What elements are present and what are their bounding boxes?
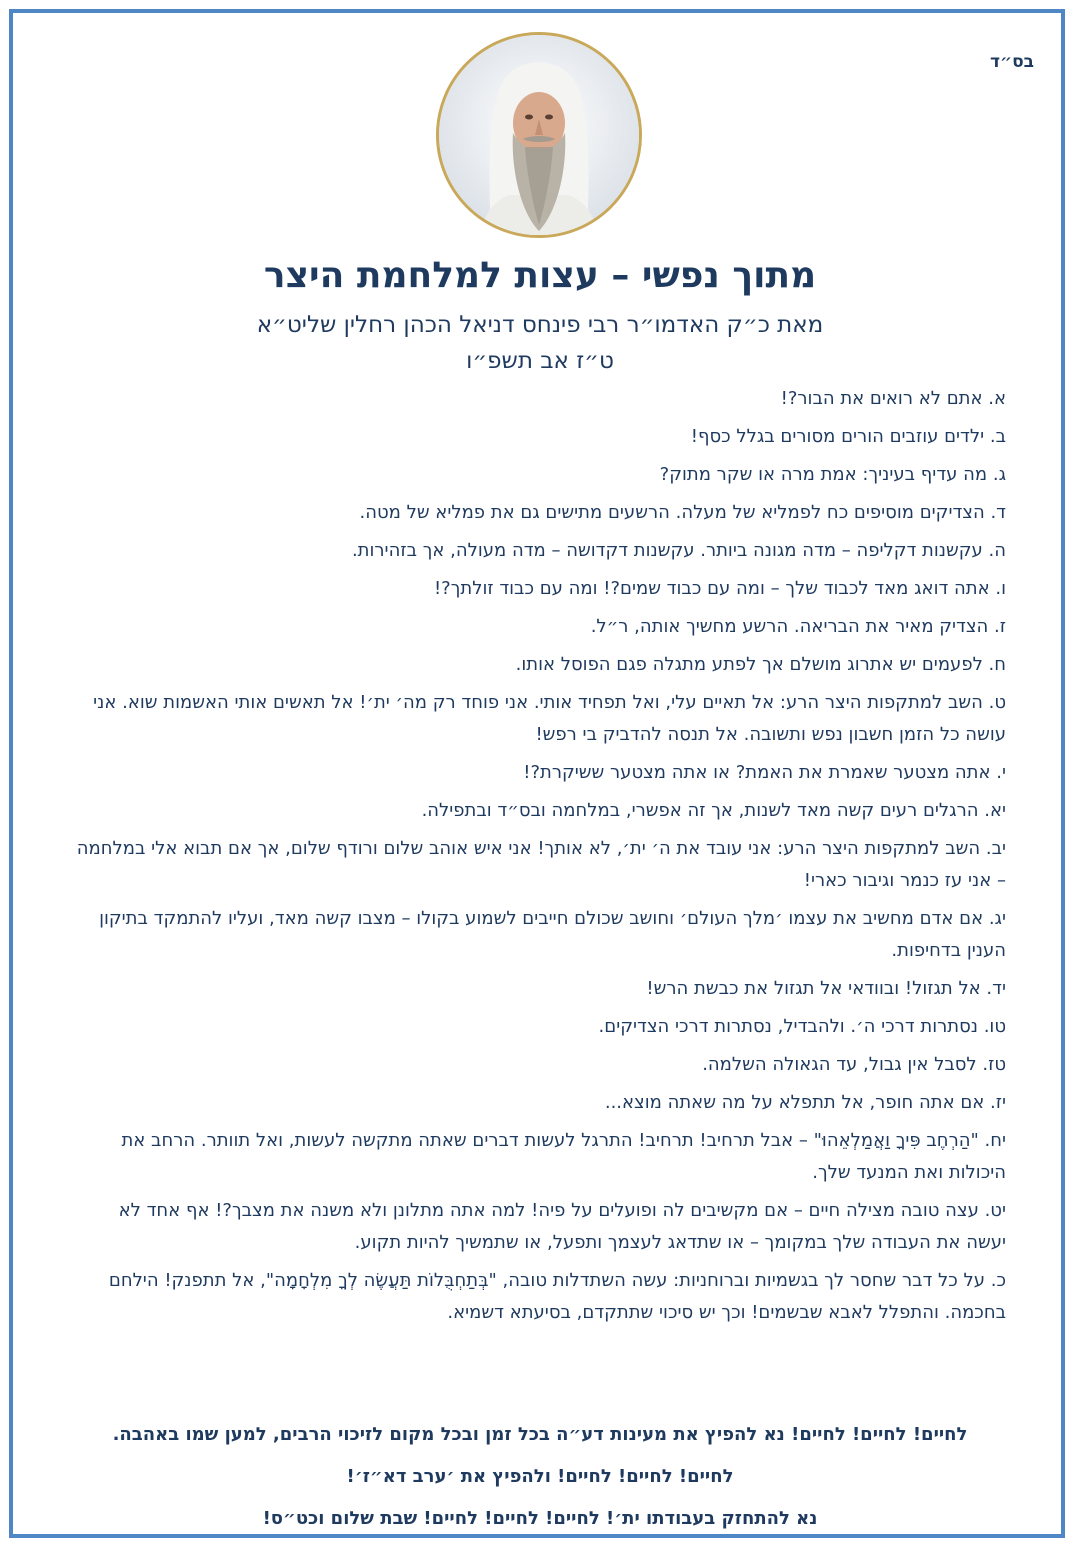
footer-line: לחיים! לחיים! לחיים! ולהפיץ את ׳ערב דא״ז׳! — [346, 1466, 734, 1487]
list-item: י. אתה מצטער שאמרת את האמת? או אתה מצטער ששיקרת?! — [523, 762, 1006, 783]
list-item: ו. אתה דואג מאד לכבוד שלך – ומה עם כבוד שמים?! ומה עם כבוד זולתך?! — [433, 578, 1006, 599]
list-item: ד. הצדיקים מוסיפים כח לפמליא של מעלה. הרשעים מתישים גם את פמליא של מטה. — [359, 502, 1006, 523]
list-item: ח. לפעמים יש אתרוג מושלם אך לפתע מתגלה פגם הפוסל אותו. — [515, 654, 1006, 675]
list-item: יב. השב למתקפות היצר הרע: אני עובד את ה׳ ית׳, לא אותך! אני איש אוהב שלום ורודף שלום, אך אם תבוא אלי במלחמה – אני עז כנמר וגיבור כארי! — [76, 838, 1006, 891]
list-item: ה. עקשנות דקליפה – מדה מגונה ביותר. עקשנות דקדושה – מדה מעולה, אך בזהירות. — [351, 540, 1006, 561]
list-item: יח. "הַרְחֶב פִּיךָ וַאֲמַלְאֵהוּ" – אבל תרחיב! תרחיב! התרגל לעשות דברים שאתה מתקשה לעשות, ואל תוותר. הרחב את היכולות ואת המנעד שלך. — [121, 1130, 1006, 1183]
author-line: מאת כ״ק האדמו״ר רבי פינחס דניאל הכהן רחלין שליט״א — [256, 312, 824, 338]
footer-line: לחיים! לחיים! לחיים! נא להפיץ את מעינות דע״ה בכל זמן ובכל מקום לזיכוי הרבים, למען שמו באהבה. — [112, 1424, 968, 1445]
portrait-image — [439, 35, 639, 235]
closing-blessing — [26, 1414, 1054, 1540]
list-item: יא. הרגלים רעים קשה מאד לשנות, אך זה אפשרי, במלחמה ובס״ד ובתפילה. — [421, 800, 1006, 821]
list-item: טז. לסבל אין גבול, עד הגאולה השלמה. — [702, 1054, 1006, 1075]
list-item: ג. מה עדיף בעיניך: אמת מרה או שקר מתוק? — [659, 464, 1006, 485]
list-item: ז. הצדיק מאיר את הבריאה. הרשע מחשיך אותה, ר״ל. — [590, 616, 1006, 637]
list-item: א. אתם לא רואים את הבור?! — [780, 388, 1006, 409]
footer-line: נא להתחזק בעבודתו ית׳! לחיים! לחיים! לחיים! שבת שלום וכט״ס! — [262, 1508, 818, 1529]
advice-list — [76, 383, 1006, 1335]
bsd-mark: בס״ד — [990, 52, 1034, 72]
list-item: ב. ילדים עוזבים הורים מסורים בגלל כסף! — [690, 426, 1006, 447]
list-item: כ. על כל דבר שחסר לך בגשמיות וברוחניות: עשה השתדלות טובה, "בְּתַחְבֻּלוֹת תַּעֲשֶׂה לְךָ מִלְחָמָה", אל תתפנק! הילחם בחכמה. והתפלל לאבא שבשמים! וכך יש סיכוי שתתקדם, בסיעתא דשמיא. — [108, 1270, 1006, 1323]
date-line: ט״ז אב תשפ״ו — [466, 348, 614, 374]
list-item: טו. נסתרות דרכי ה׳. ולהבדיל, נסתרות דרכי הצדיקים. — [598, 1016, 1006, 1037]
list-item: יט. עצה טובה מצילה חיים – אם מקשיבים לה ופועלים על פיה! למה אתה מתלונן ולא משנה את מצבך?! אף אחד לא יעשה את העבודה שלך במקומך – או שתדאג לעצמך ותפעל, או שתמשיך להיות תקוע. — [118, 1200, 1006, 1253]
list-item: יד. אל תגזול! ובוודאי אל תגזול את כבשת הרש! — [646, 978, 1006, 999]
list-item: ט. השב למתקפות היצר הרע: אל תאיים עלי, ואל תפחיד אותי. אני פוחד רק מה׳ ית׳! אל תאשים אותי האשמות שוא. אני עושה כל הזמן חשבון נפש ותשובה. אל תנסה להדביק בי רפש! — [93, 692, 1006, 745]
list-item: יז. אם אתה חופר, אל תתפלא על מה שאתה מוצא... — [604, 1092, 1006, 1113]
rabbi-portrait — [436, 32, 642, 238]
list-item: יג. אם אדם מחשיב את עצמו ׳מלך העולם׳ וחושב שכולם חייבים לשמוע בקולו – מצבו קשה מאד, ועליו להתמקד בתיקון הענין בדחיפות. — [99, 908, 1006, 961]
page-title: מתוך נפשי – עצות למלחמת היצר — [263, 255, 817, 296]
